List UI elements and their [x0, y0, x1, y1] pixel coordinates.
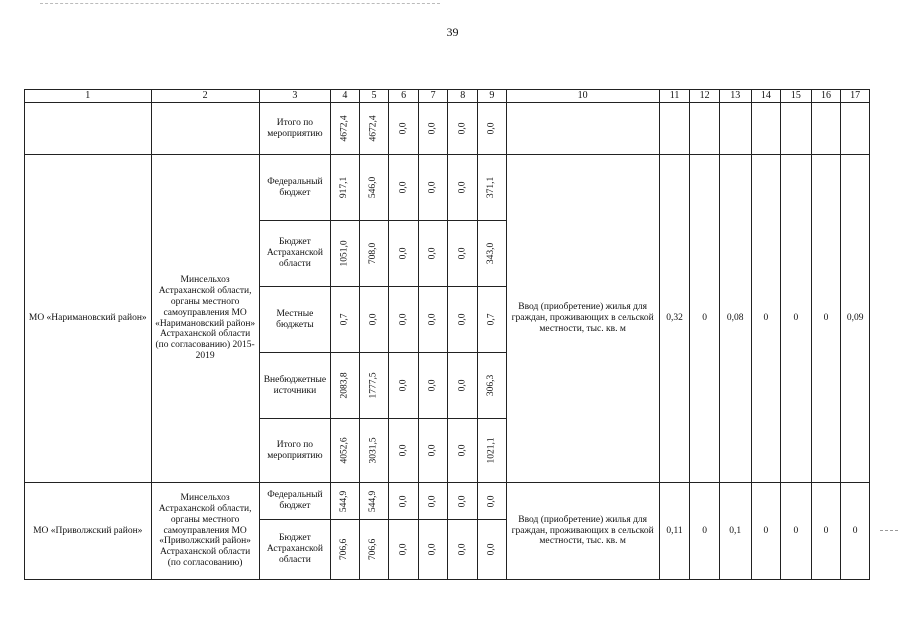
value-cell: 0,0 [398, 122, 409, 135]
value-cell: 0,0 [457, 313, 468, 326]
scan-artifact-line [40, 3, 440, 4]
value-cell: 0,0 [486, 495, 497, 507]
value-cell: 0,0 [457, 122, 468, 135]
value-cell: 0,0 [398, 247, 409, 260]
value-cell: 371,1 [486, 176, 497, 199]
municipality-cell: МО «Приволжский район» [25, 483, 152, 580]
empty-cell [659, 103, 690, 155]
value-cell: 706,6 [339, 538, 350, 561]
value-cell: 0,0 [398, 543, 409, 556]
program-table [24, 89, 870, 580]
empty-cell [781, 103, 812, 155]
value-cell: 343,0 [486, 242, 497, 265]
col-header: 12 [690, 90, 720, 103]
col-header: 6 [389, 90, 419, 103]
table-row [25, 483, 870, 520]
target-value: 0 [751, 155, 781, 483]
value-cell: 0,0 [486, 543, 497, 556]
source-label: Федеральный бюджет [259, 155, 330, 221]
target-value: 0,11 [659, 483, 690, 580]
target-value: 0,09 [841, 155, 870, 483]
value-cell: 0,0 [457, 444, 468, 457]
value-cell: 0,0 [398, 313, 409, 326]
target-value: 0 [690, 483, 720, 580]
header-row [25, 90, 870, 103]
value-cell: 1021,1 [486, 437, 497, 464]
municipality-cell: МО «Наримановский район» [25, 155, 152, 483]
value-cell: 544,9 [339, 490, 350, 512]
value-cell: 0,0 [427, 181, 438, 194]
col-header: 1 [25, 90, 152, 103]
value-cell: 708,0 [368, 242, 379, 265]
value-cell: 0,0 [398, 444, 409, 457]
value-cell: 0,0 [457, 181, 468, 194]
col-header: 9 [478, 90, 507, 103]
empty-cell [719, 103, 751, 155]
source-label: Итого по мероприятию [259, 103, 330, 155]
target-value: 0 [811, 483, 841, 580]
indicator-cell: Ввод (приобретение) жилья для граждан, проживающих в сельской местности, тыс. кв. м [506, 483, 659, 580]
value-cell: 2083,8 [339, 372, 350, 399]
value-cell: 0,0 [368, 313, 379, 326]
empty-cell [151, 103, 259, 155]
scan-artifact-dash [880, 530, 898, 531]
col-header: 15 [781, 90, 812, 103]
value-cell: 546,0 [368, 176, 379, 199]
executor-cell: Минсельхоз Астраханской области, органы местного самоуправления МО «Наримановский район» Астраханской области (по согласованию) 2015-2019 [151, 155, 259, 483]
value-cell: 0,0 [427, 543, 438, 556]
source-label: Федеральный бюджет [259, 483, 330, 520]
value-cell: 0,0 [398, 379, 409, 392]
value-cell: 0,0 [457, 247, 468, 260]
target-value: 0 [690, 155, 720, 483]
value-cell: 0,0 [486, 122, 497, 135]
col-header: 7 [418, 90, 448, 103]
value-cell: 706,6 [368, 538, 379, 561]
source-label: Итого по мероприятию [259, 419, 330, 483]
col-header: 10 [506, 90, 659, 103]
col-header: 8 [448, 90, 478, 103]
empty-cell [811, 103, 841, 155]
source-label: Бюджет Астраханской области [259, 520, 330, 580]
target-value: 0,08 [719, 155, 751, 483]
value-cell: 917,1 [339, 176, 350, 199]
value-cell: 544,9 [368, 490, 379, 512]
table-row [25, 155, 870, 221]
value-cell: 0,0 [457, 379, 468, 392]
value-cell: 0,0 [427, 495, 438, 507]
value-cell: 4052,6 [339, 437, 350, 464]
value-cell: 0,0 [427, 122, 438, 135]
col-header: 17 [841, 90, 870, 103]
target-value: 0,32 [659, 155, 690, 483]
value-cell: 4672,4 [368, 115, 379, 142]
source-label: Бюджет Астраханской области [259, 221, 330, 287]
col-header: 2 [151, 90, 259, 103]
col-header: 3 [259, 90, 330, 103]
col-header: 14 [751, 90, 781, 103]
source-label: Местные бюджеты [259, 287, 330, 353]
value-cell: 0,0 [427, 379, 438, 392]
target-value: 0 [751, 483, 781, 580]
col-header: 13 [719, 90, 751, 103]
page-number: 39 [446, 25, 459, 39]
indicator-cell: Ввод (приобретение) жилья для граждан, проживающих в сельской местности, тыс. кв. м [506, 155, 659, 483]
target-value: 0 [781, 483, 812, 580]
target-value: 0 [781, 155, 812, 483]
value-cell: 0,0 [427, 247, 438, 260]
value-cell: 0,7 [339, 313, 350, 326]
target-value: 0,1 [719, 483, 751, 580]
value-cell: 0,0 [398, 181, 409, 194]
value-cell: 4672,4 [339, 115, 350, 142]
value-cell: 0,0 [457, 543, 468, 556]
target-value: 0 [811, 155, 841, 483]
target-value: 0 [841, 483, 870, 580]
value-cell: 0,0 [398, 495, 409, 507]
col-header: 4 [331, 90, 360, 103]
col-header: 5 [359, 90, 389, 103]
value-cell: 0,0 [427, 444, 438, 457]
empty-cell [506, 103, 659, 155]
empty-cell [841, 103, 870, 155]
value-cell: 0,0 [427, 313, 438, 326]
value-cell: 3031,5 [368, 437, 379, 464]
source-label: Внебюджетные источники [259, 353, 330, 419]
value-cell: 0,0 [457, 495, 468, 507]
value-cell: 0,7 [486, 313, 497, 326]
value-cell: 306,3 [486, 374, 497, 397]
value-cell: 1051,0 [339, 240, 350, 267]
table-row [25, 103, 870, 155]
executor-cell: Минсельхоз Астраханской области, органы местного самоуправления МО «Приволжский район» Астраханской области (по согласованию) [151, 483, 259, 580]
col-header: 16 [811, 90, 841, 103]
empty-cell [751, 103, 781, 155]
empty-cell [25, 103, 152, 155]
empty-cell [690, 103, 720, 155]
value-cell: 1777,5 [368, 372, 379, 399]
col-header: 11 [659, 90, 690, 103]
